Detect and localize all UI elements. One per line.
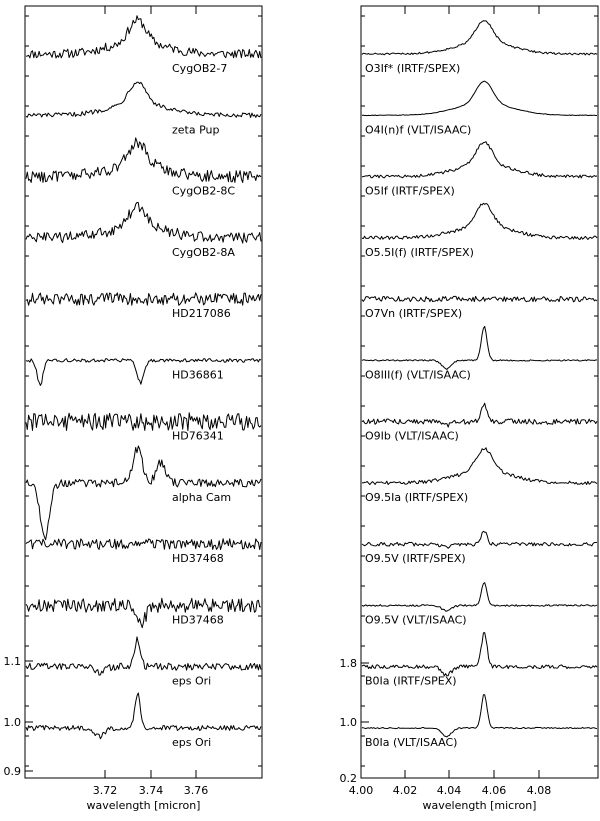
spectrum-label: O8III(f) (VLT/ISAAC): [365, 368, 471, 382]
x-tick-label: 4.06: [481, 784, 507, 797]
right-panel: [340, 6, 599, 812]
spectrum-trace: [26, 202, 261, 243]
spectrum-trace: [26, 539, 261, 550]
x-tick-label: 3.74: [138, 784, 164, 797]
spectrum-label: HD37468: [172, 613, 224, 627]
spectrum-trace: [26, 82, 261, 117]
x-tick-label: 4.08: [526, 784, 552, 797]
y-tick-label: 0.9: [3, 765, 21, 778]
spectrum-label: HD217086: [172, 307, 231, 321]
spectrum-label: eps Ori: [172, 736, 212, 749]
spectrum-trace: [26, 16, 261, 58]
spectrum-trace: [362, 448, 597, 485]
spectrum-label: O4I(n)f (VLT/ISAAC): [365, 123, 472, 137]
spectrum-label: O9.5V (VLT/ISAAC): [365, 613, 467, 627]
spectrum-label: O9.5Ia (IRTF/SPEX): [365, 490, 469, 504]
spectrum-trace: [362, 695, 597, 737]
spectrum-trace: [26, 293, 261, 306]
spectrum-trace: [362, 531, 597, 548]
spectrum-trace: [362, 403, 597, 427]
spectrum-label: HD37468: [172, 552, 224, 566]
spectrum-label: CygOB2-8C: [172, 184, 236, 198]
spectrum-label: HD36861: [172, 368, 224, 382]
spectrum-label: CygOB2-8A: [172, 245, 235, 259]
spectrum-label: O5If (IRTF/SPEX): [365, 184, 455, 198]
y-tick-label: 1.0: [339, 716, 357, 729]
spectrum-trace: [362, 81, 597, 116]
spectrum-label: O7Vn (IRTF/SPEX): [365, 307, 463, 321]
spectrum-trace: [26, 413, 261, 431]
spectrum-trace: [362, 296, 597, 301]
spectrum-trace: [26, 637, 261, 675]
x-tick-label: 3.76: [183, 784, 209, 797]
x-tick-label: 3.72: [92, 784, 118, 797]
spectrum-label: alpha Cam: [172, 490, 232, 504]
x-axis-label: wavelength [micron]: [422, 799, 537, 812]
x-tick-label: 4.04: [436, 784, 462, 797]
spectrum-label: CygOB2-7: [172, 62, 228, 75]
spectrum-label: B0Ia (IRTF/SPEX): [365, 674, 457, 688]
spectrum-trace: [362, 21, 597, 55]
y-tick-label: 0.2: [339, 772, 357, 785]
y-tick-label: 1.0: [3, 716, 21, 729]
spectrum-label: O9Ib (VLT/ISAAC): [365, 429, 459, 443]
x-tick-label: 4.02: [392, 784, 418, 797]
spectrum-trace: [26, 598, 261, 627]
spectrum-label: O3If* (IRTF/SPEX): [365, 62, 461, 75]
spectrum-label: O5.5I(f) (IRTF/SPEX): [365, 245, 474, 259]
spectrum-trace: [26, 693, 261, 739]
y-tick-label: 1.8: [339, 657, 357, 670]
spectrum-trace: [362, 203, 597, 239]
plot-frame: [361, 6, 598, 778]
spectrum-label: B0Ia (VLT/ISAAC): [365, 736, 458, 749]
spectrum-trace: [26, 359, 261, 386]
spectrum-trace: [26, 138, 261, 183]
y-tick-label: 1.1: [3, 655, 21, 668]
spectrum-label: HD76341: [172, 429, 224, 443]
x-axis-label: wavelength [micron]: [86, 799, 201, 812]
spectrum-label: zeta Pup: [172, 123, 220, 137]
spectrum-trace: [362, 583, 597, 612]
spectrum-trace: [362, 633, 597, 676]
spectrum-trace: [362, 326, 597, 369]
spectrum-trace: [362, 142, 597, 178]
spectrum-label: eps Ori: [172, 674, 212, 688]
x-tick-label: 4.00: [348, 784, 374, 797]
left-panel: [4, 6, 263, 812]
spectrum-label: O9.5V (IRTF/SPEX): [365, 552, 466, 566]
